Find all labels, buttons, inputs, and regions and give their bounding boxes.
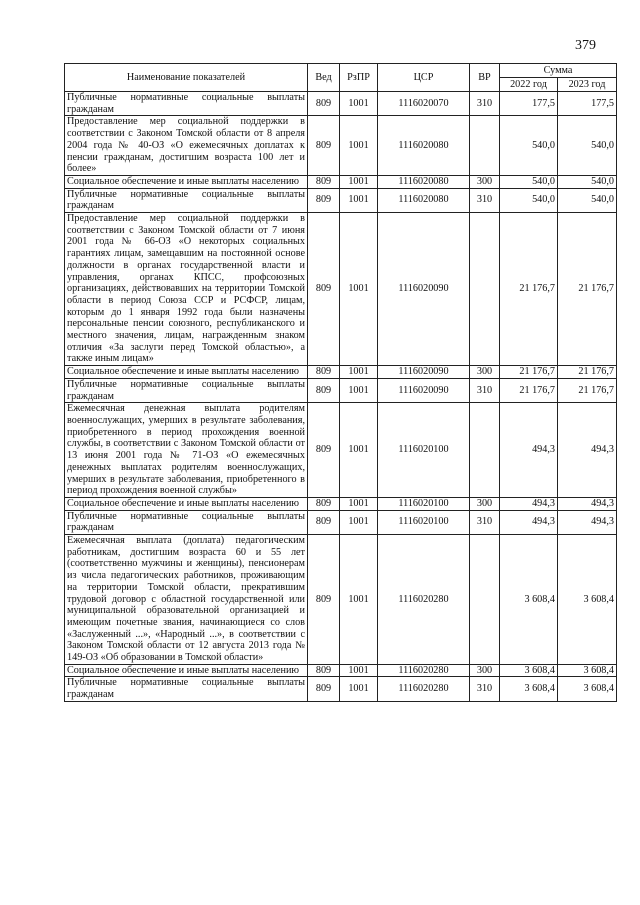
page-number: 379 bbox=[575, 38, 596, 53]
sum-2022: 21 176,7 bbox=[500, 366, 558, 379]
indicator-name: Публичные нормативные социальные выплаты гражданам bbox=[65, 677, 308, 701]
header-ved: Вед bbox=[308, 64, 340, 92]
sum-2023: 21 176,7 bbox=[558, 378, 617, 402]
table-row bbox=[65, 188, 617, 212]
table-header bbox=[65, 64, 617, 92]
table-row bbox=[65, 92, 617, 116]
indicator-name: Ежемесячная денежная выплата родителям военнослужащих, умерших в результате заболевания, приобретенного в период прохождения военной службы, в соответствии с Законом Томской области от 13 июня 2001 года № 71-ОЗ «О ежемесячных денежных выплатах родителям военнослужащих, умерших в результате заболевания, приобретенного в период прохождения военной службы» bbox=[65, 403, 308, 498]
ved-code: 809 bbox=[308, 378, 340, 402]
csr-code: 1116020280 bbox=[378, 664, 470, 677]
sum-2023: 21 176,7 bbox=[558, 213, 617, 366]
sum-2023: 177,5 bbox=[558, 92, 617, 116]
vr-code bbox=[470, 213, 500, 366]
ved-code: 809 bbox=[308, 213, 340, 366]
indicator-name: Предоставление мер социальной поддержки в соответствии с Законом Томской области от 8 апреля 2004 года № 40-ОЗ «О ежемесячных доплатах к пенсии гражданам, достигшим возраста 100 лет и более» bbox=[65, 116, 308, 176]
rzpr-code: 1001 bbox=[340, 535, 378, 665]
vr-code: 300 bbox=[470, 175, 500, 188]
vr-code bbox=[470, 535, 500, 665]
budget-table bbox=[64, 63, 617, 702]
rzpr-code: 1001 bbox=[340, 188, 378, 212]
table-row bbox=[65, 378, 617, 402]
header-year-2023: 2023 год bbox=[558, 78, 617, 92]
sum-2022: 21 176,7 bbox=[500, 378, 558, 402]
sum-2022: 494,3 bbox=[500, 403, 558, 498]
table-row bbox=[65, 366, 617, 379]
header-sum: Сумма bbox=[500, 64, 617, 78]
rzpr-code: 1001 bbox=[340, 664, 378, 677]
table-body bbox=[65, 92, 617, 702]
ved-code: 809 bbox=[308, 188, 340, 212]
sum-2022: 21 176,7 bbox=[500, 213, 558, 366]
sum-2023: 21 176,7 bbox=[558, 366, 617, 379]
indicator-name: Социальное обеспечение и иные выплаты населению bbox=[65, 497, 308, 510]
vr-code bbox=[470, 403, 500, 498]
sum-2022: 177,5 bbox=[500, 92, 558, 116]
table-row bbox=[65, 664, 617, 677]
table-row bbox=[65, 116, 617, 176]
ved-code: 809 bbox=[308, 510, 340, 534]
rzpr-code: 1001 bbox=[340, 677, 378, 701]
csr-code: 1116020090 bbox=[378, 366, 470, 379]
rzpr-code: 1001 bbox=[340, 92, 378, 116]
header-csr: ЦСР bbox=[378, 64, 470, 92]
vr-code: 310 bbox=[470, 510, 500, 534]
sum-2022: 540,0 bbox=[500, 188, 558, 212]
table-row bbox=[65, 535, 617, 665]
csr-code: 1116020100 bbox=[378, 403, 470, 498]
ved-code: 809 bbox=[308, 535, 340, 665]
table-row bbox=[65, 175, 617, 188]
rzpr-code: 1001 bbox=[340, 510, 378, 534]
header-rzpr: РзПР bbox=[340, 64, 378, 92]
sum-2023: 3 608,4 bbox=[558, 664, 617, 677]
rzpr-code: 1001 bbox=[340, 366, 378, 379]
csr-code: 1116020090 bbox=[378, 378, 470, 402]
indicator-name: Социальное обеспечение и иные выплаты населению bbox=[65, 175, 308, 188]
sum-2023: 3 608,4 bbox=[558, 535, 617, 665]
vr-code bbox=[470, 116, 500, 176]
vr-code: 300 bbox=[470, 497, 500, 510]
indicator-name: Предоставление мер социальной поддержки в соответствии с Законом Томской области от 7 июня 2001 года № 66-ОЗ «О некоторых социальных гарантиях лицам, замещавшим на постоянной основе должности в органах государственной власти и управления, органах КПСС, профсоюзных организациях, действовавших на территории Томской области в период Союза ССР и РСФСР, лицам, которым до 1 января 1992 года были назначены персональные пенсии союзного, республиканского и местного значения, лицам, награжденным знаком отличия «За заслуги перед Томской областью», а также иным лицам» bbox=[65, 213, 308, 366]
ved-code: 809 bbox=[308, 92, 340, 116]
sum-2022: 494,3 bbox=[500, 510, 558, 534]
ved-code: 809 bbox=[308, 116, 340, 176]
sum-2023: 3 608,4 bbox=[558, 677, 617, 701]
ved-code: 809 bbox=[308, 677, 340, 701]
csr-code: 1116020100 bbox=[378, 510, 470, 534]
csr-code: 1116020280 bbox=[378, 535, 470, 665]
sum-2023: 540,0 bbox=[558, 116, 617, 176]
rzpr-code: 1001 bbox=[340, 116, 378, 176]
ved-code: 809 bbox=[308, 366, 340, 379]
table-row bbox=[65, 510, 617, 534]
sum-2023: 540,0 bbox=[558, 188, 617, 212]
csr-code: 1116020080 bbox=[378, 175, 470, 188]
rzpr-code: 1001 bbox=[340, 213, 378, 366]
header-vr: ВР bbox=[470, 64, 500, 92]
indicator-name: Публичные нормативные социальные выплаты гражданам bbox=[65, 188, 308, 212]
vr-code: 310 bbox=[470, 677, 500, 701]
sum-2023: 494,3 bbox=[558, 510, 617, 534]
table-row bbox=[65, 677, 617, 701]
sum-2023: 494,3 bbox=[558, 403, 617, 498]
table-row bbox=[65, 403, 617, 498]
sum-2022: 3 608,4 bbox=[500, 535, 558, 665]
vr-code: 310 bbox=[470, 92, 500, 116]
indicator-name: Публичные нормативные социальные выплаты гражданам bbox=[65, 510, 308, 534]
header-name: Наименование показателей bbox=[65, 64, 308, 92]
csr-code: 1116020070 bbox=[378, 92, 470, 116]
csr-code: 1116020280 bbox=[378, 677, 470, 701]
sum-2022: 3 608,4 bbox=[500, 664, 558, 677]
sum-2022: 3 608,4 bbox=[500, 677, 558, 701]
sum-2023: 494,3 bbox=[558, 497, 617, 510]
indicator-name: Социальное обеспечение и иные выплаты населению bbox=[65, 664, 308, 677]
ved-code: 809 bbox=[308, 497, 340, 510]
rzpr-code: 1001 bbox=[340, 378, 378, 402]
csr-code: 1116020080 bbox=[378, 116, 470, 176]
vr-code: 310 bbox=[470, 188, 500, 212]
sum-2023: 540,0 bbox=[558, 175, 617, 188]
ved-code: 809 bbox=[308, 403, 340, 498]
sum-2022: 540,0 bbox=[500, 175, 558, 188]
vr-code: 310 bbox=[470, 378, 500, 402]
ved-code: 809 bbox=[308, 664, 340, 677]
indicator-name: Социальное обеспечение и иные выплаты населению bbox=[65, 366, 308, 379]
vr-code: 300 bbox=[470, 664, 500, 677]
indicator-name: Ежемесячная выплата (доплата) педагогическим работникам, достигшим возраста 60 и 55 лет (соответственно мужчины и женщины), пенсионерам из числа педагогических работников, проживающим на территории Томской области, прекратившим трудовой договор с областной государственной или муниципальной образовательной организацией и имеющим почетные звания, начинающиеся со слов «Заслуженный ...», «Народный ...», в соответствии с Законом Томской области от 12 августа 2013 года № 149-ОЗ «Об образовании в Томской области» bbox=[65, 535, 308, 665]
sum-2022: 494,3 bbox=[500, 497, 558, 510]
rzpr-code: 1001 bbox=[340, 403, 378, 498]
csr-code: 1116020090 bbox=[378, 213, 470, 366]
table-row bbox=[65, 497, 617, 510]
csr-code: 1116020080 bbox=[378, 188, 470, 212]
vr-code: 300 bbox=[470, 366, 500, 379]
csr-code: 1116020100 bbox=[378, 497, 470, 510]
rzpr-code: 1001 bbox=[340, 497, 378, 510]
indicator-name: Публичные нормативные социальные выплаты гражданам bbox=[65, 92, 308, 116]
table-row bbox=[65, 213, 617, 366]
header-year-2022: 2022 год bbox=[500, 78, 558, 92]
sum-2022: 540,0 bbox=[500, 116, 558, 176]
rzpr-code: 1001 bbox=[340, 175, 378, 188]
indicator-name: Публичные нормативные социальные выплаты гражданам bbox=[65, 378, 308, 402]
ved-code: 809 bbox=[308, 175, 340, 188]
